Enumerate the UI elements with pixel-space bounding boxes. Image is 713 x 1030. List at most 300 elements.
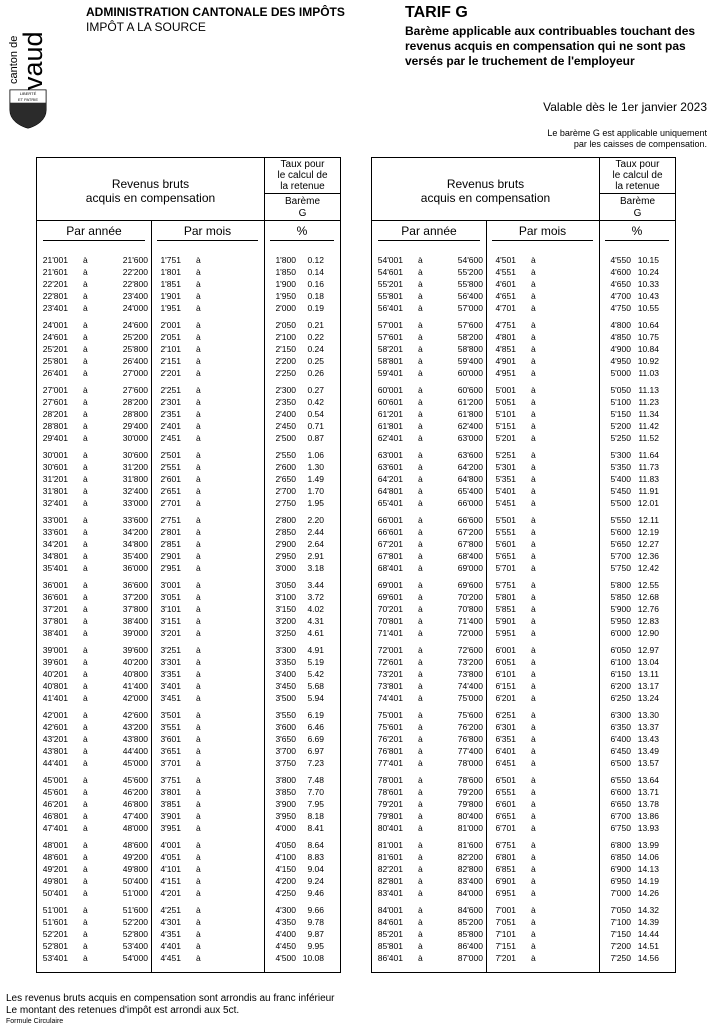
range-separator: à <box>418 746 423 756</box>
rate-value: 0.16 <box>307 278 324 289</box>
range-separator: à <box>196 876 201 887</box>
range-separator: à <box>196 343 201 354</box>
monthly-from: 4'501 <box>495 255 516 265</box>
table-row <box>37 852 340 864</box>
range-separator: à <box>196 432 201 443</box>
annual-from: 25'201 <box>42 343 68 354</box>
footer-form-label: Formule Circulaire <box>6 1018 64 1025</box>
range-separator: à <box>531 917 536 928</box>
annual-from: 85'201 <box>377 929 403 940</box>
annual-from: 43'201 <box>42 734 68 745</box>
rate-value: 13.71 <box>637 787 659 798</box>
annual-to: 30'600 <box>122 450 148 461</box>
rate-value: 10.75 <box>637 331 659 342</box>
range-separator: à <box>531 757 536 768</box>
rate-value: 0.21 <box>307 320 324 331</box>
annual-to: 81'000 <box>457 822 483 833</box>
annual-from: 66'001 <box>377 515 403 526</box>
header-underline <box>157 240 258 241</box>
monthly-to: 2'150 <box>275 343 296 354</box>
range-separator: à <box>418 799 423 810</box>
annual-to: 37'800 <box>122 604 148 615</box>
monthly-from: 5'951 <box>495 627 516 638</box>
table-row <box>372 385 675 397</box>
annual-to: 72'000 <box>457 627 483 638</box>
monthly-to: 2'750 <box>275 497 296 508</box>
monthly-from: 6'751 <box>495 840 516 851</box>
monthly-to: 3'750 <box>275 757 296 768</box>
monthly-to: 3'650 <box>275 734 296 745</box>
range-separator: à <box>418 722 423 733</box>
rate-value: 3.18 <box>307 562 324 573</box>
monthly-from: 3'051 <box>160 592 181 603</box>
monthly-from: 5'551 <box>495 527 516 538</box>
administration-subtitle: IMPÔT A LA SOURCE <box>86 20 206 34</box>
monthly-from: 3'301 <box>160 657 181 668</box>
annual-from: 36'001 <box>42 580 68 591</box>
monthly-from: 6'051 <box>495 657 516 668</box>
annual-to: 27'600 <box>122 385 148 396</box>
annual-from: 24'601 <box>42 331 68 342</box>
range-separator: à <box>418 692 423 703</box>
table-row <box>37 929 340 941</box>
range-separator: à <box>531 746 536 756</box>
range-separator: à <box>83 887 88 898</box>
monthly-to: 4'450 <box>275 941 296 952</box>
annual-from: 34'801 <box>42 550 68 561</box>
monthly-from: 6'101 <box>495 669 516 680</box>
taux-header <box>264 158 340 194</box>
range-separator: à <box>531 550 536 561</box>
rate-value: 2.64 <box>307 538 324 549</box>
range-separator: à <box>531 473 536 484</box>
annual-from: 30'601 <box>42 462 68 473</box>
annual-to: 69'000 <box>457 562 483 573</box>
range-separator: à <box>418 941 423 952</box>
annual-from: 78'001 <box>377 775 403 786</box>
annual-to: 21'600 <box>122 255 148 265</box>
range-separator: à <box>83 497 88 508</box>
rate-value: 11.52 <box>638 432 659 443</box>
monthly-from: 5'601 <box>495 538 516 549</box>
monthly-to: 4'400 <box>275 929 296 940</box>
monthly-to: 2'850 <box>275 527 296 538</box>
taux-header <box>599 158 675 194</box>
monthly-from: 6'501 <box>495 775 516 786</box>
table-row <box>37 787 340 799</box>
annual-to: 81'600 <box>457 840 483 851</box>
range-separator: à <box>83 355 88 366</box>
annual-to: 69'600 <box>457 580 483 591</box>
annual-from: 58'801 <box>377 355 403 366</box>
range-separator: à <box>418 343 423 354</box>
annual-from: 81'601 <box>377 852 403 863</box>
rate-value: 12.36 <box>637 550 659 561</box>
table-row <box>37 657 340 669</box>
monthly-to: 4'300 <box>275 905 296 916</box>
rate-value: 9.24 <box>307 876 324 887</box>
annual-from: 38'401 <box>42 627 68 638</box>
annual-to: 74'400 <box>457 680 483 691</box>
monthly-from: 3'601 <box>160 734 181 745</box>
annual-to: 36'000 <box>122 562 148 573</box>
table-row <box>37 527 340 539</box>
revenus-header <box>372 158 599 221</box>
row-group <box>372 710 675 769</box>
annual-to: 46'800 <box>122 799 148 810</box>
annual-to: 43'800 <box>122 734 148 745</box>
range-separator: à <box>531 278 536 289</box>
monthly-to: 6'650 <box>610 799 631 810</box>
monthly-to: 6'900 <box>610 864 631 875</box>
range-separator: à <box>196 722 201 733</box>
monthly-from: 2'701 <box>160 497 181 508</box>
monthly-from: 4'851 <box>495 343 516 354</box>
annual-from: 37'201 <box>42 604 68 615</box>
range-separator: à <box>418 852 423 863</box>
range-separator: à <box>531 462 536 473</box>
rate-value: 1.95 <box>307 497 324 508</box>
annual-from: 42'601 <box>42 722 68 733</box>
range-separator: à <box>418 515 423 526</box>
rate-value: 12.55 <box>637 580 659 591</box>
range-separator: à <box>418 757 423 768</box>
monthly-to: 4'500 <box>275 953 296 964</box>
range-separator: à <box>83 822 88 833</box>
monthly-to: 5'600 <box>610 527 631 538</box>
rate-value: 13.99 <box>637 840 659 851</box>
range-separator: à <box>83 905 88 916</box>
rate-value: 10.08 <box>302 953 324 964</box>
range-separator: à <box>418 396 423 407</box>
table-row <box>37 758 340 770</box>
range-separator: à <box>418 822 423 833</box>
rate-value: 6.97 <box>307 746 324 756</box>
annual-from: 44'401 <box>42 757 68 768</box>
range-separator: à <box>418 432 423 443</box>
range-separator: à <box>196 473 201 484</box>
monthly-to: 5'100 <box>610 396 631 407</box>
annual-to: 46'200 <box>122 787 148 798</box>
row-group <box>37 840 340 899</box>
range-separator: à <box>196 462 201 473</box>
monthly-from: 5'451 <box>495 497 516 508</box>
table-row <box>372 888 675 900</box>
monthly-from: 4'651 <box>495 290 516 301</box>
range-separator: à <box>83 396 88 407</box>
annual-to: 45'600 <box>122 775 148 786</box>
annual-to: 42'600 <box>122 710 148 721</box>
rate-value: 11.13 <box>638 385 659 396</box>
range-separator: à <box>83 710 88 721</box>
range-separator: à <box>418 266 423 277</box>
monthly-to: 4'600 <box>610 266 631 277</box>
monthly-from: 4'551 <box>495 266 516 277</box>
range-separator: à <box>531 562 536 573</box>
range-separator: à <box>83 840 88 851</box>
annual-to: 35'400 <box>122 550 148 561</box>
monthly-from: 2'351 <box>160 408 181 419</box>
annual-to: 24'000 <box>122 302 148 313</box>
monthly-to: 6'700 <box>610 811 631 822</box>
range-separator: à <box>531 669 536 680</box>
range-separator: à <box>418 302 423 313</box>
monthly-to: 7'000 <box>610 887 631 898</box>
range-separator: à <box>418 290 423 301</box>
table-row <box>372 332 675 344</box>
monthly-from: 4'151 <box>160 876 181 887</box>
annual-to: 34'200 <box>122 527 148 538</box>
revenus-header-line-1: Revenus bruts <box>446 177 525 191</box>
annual-from: 61'201 <box>377 408 403 419</box>
revenus-header-line-2: acquis en compensation <box>420 191 551 205</box>
annual-to: 41'400 <box>122 680 148 691</box>
rate-value: 13.78 <box>637 799 659 810</box>
row-group <box>37 905 340 964</box>
bareme-header <box>264 194 340 221</box>
table-row <box>372 722 675 734</box>
annual-from: 30'001 <box>42 450 68 461</box>
annual-to: 79'200 <box>457 787 483 798</box>
rate-value: 8.83 <box>307 852 324 863</box>
range-separator: à <box>83 562 88 573</box>
monthly-from: 4'701 <box>495 302 516 313</box>
range-separator: à <box>531 627 536 638</box>
monthly-to: 5'000 <box>610 367 631 378</box>
monthly-to: 3'100 <box>275 592 296 603</box>
monthly-to: 5'650 <box>610 538 631 549</box>
monthly-to: 6'150 <box>610 669 631 680</box>
rate-value: 12.83 <box>637 615 659 626</box>
table-row <box>372 474 675 486</box>
rate-value: 4.91 <box>307 645 324 656</box>
annual-from: 72'601 <box>377 657 403 668</box>
range-separator: à <box>196 864 201 875</box>
rate-value: 11.34 <box>638 408 659 419</box>
range-separator: à <box>196 953 201 964</box>
annual-from: 76'201 <box>377 734 403 745</box>
rate-value: 5.19 <box>307 657 324 668</box>
monthly-to: 1'850 <box>275 266 296 277</box>
range-separator: à <box>196 917 201 928</box>
annual-from: 52'201 <box>42 929 68 940</box>
table-row <box>372 580 675 592</box>
monthly-to: 3'350 <box>275 657 296 668</box>
monthly-to: 5'050 <box>610 385 631 396</box>
row-group <box>37 450 340 509</box>
monthly-to: 4'000 <box>275 822 296 833</box>
annual-from: 24'001 <box>42 320 68 331</box>
annual-from: 69'601 <box>377 592 403 603</box>
monthly-from: 5'651 <box>495 550 516 561</box>
monthly-from: 4'351 <box>160 929 181 940</box>
table-row <box>37 580 340 592</box>
rate-value: 8.41 <box>307 822 324 833</box>
monthly-to: 6'350 <box>610 722 631 733</box>
monthly-from: 5'851 <box>495 604 516 615</box>
range-separator: à <box>418 550 423 561</box>
range-separator: à <box>83 302 88 313</box>
rate-value: 6.46 <box>307 722 324 733</box>
annual-to: 80'400 <box>457 811 483 822</box>
row-group <box>372 905 675 964</box>
annual-to: 84'000 <box>457 887 483 898</box>
monthly-from: 2'551 <box>160 462 181 473</box>
monthly-from: 6'551 <box>495 787 516 798</box>
annual-to: 75'000 <box>457 692 483 703</box>
table-row <box>372 563 675 575</box>
monthly-to: 3'300 <box>275 645 296 656</box>
range-separator: à <box>531 266 536 277</box>
table-row <box>37 722 340 734</box>
table-row <box>37 368 340 380</box>
table-row <box>372 604 675 616</box>
table-row <box>372 539 675 551</box>
range-separator: à <box>418 408 423 419</box>
annual-from: 51'601 <box>42 917 68 928</box>
table-row <box>372 657 675 669</box>
range-separator: à <box>196 485 201 496</box>
monthly-from: 4'401 <box>160 941 181 952</box>
annual-to: 82'200 <box>457 852 483 863</box>
range-separator: à <box>418 255 423 265</box>
monthly-from: 3'701 <box>160 757 181 768</box>
range-separator: à <box>196 669 201 680</box>
annual-to: 87'000 <box>457 953 483 964</box>
annual-from: 35'401 <box>42 562 68 573</box>
monthly-to: 2'500 <box>275 432 296 443</box>
rate-value: 13.30 <box>637 710 659 721</box>
rate-value: 10.84 <box>637 343 659 354</box>
annual-from: 51'001 <box>42 905 68 916</box>
rate-value: 0.14 <box>307 266 324 277</box>
taux-header-line-2: le calcul de <box>612 170 663 181</box>
rate-value: 0.27 <box>307 385 324 396</box>
range-separator: à <box>196 680 201 691</box>
range-separator: à <box>83 604 88 615</box>
table-row <box>37 267 340 279</box>
annual-from: 33'001 <box>42 515 68 526</box>
monthly-from: 3'401 <box>160 680 181 691</box>
table-row <box>37 604 340 616</box>
rate-value: 11.83 <box>638 473 659 484</box>
range-separator: à <box>196 538 201 549</box>
range-separator: à <box>531 420 536 431</box>
annual-to: 49'200 <box>122 852 148 863</box>
monthly-from: 1'801 <box>160 266 181 277</box>
row-group <box>372 255 675 314</box>
annual-to: 65'400 <box>457 485 483 496</box>
monthly-from: 3'751 <box>160 775 181 786</box>
rate-value: 11.23 <box>638 396 659 407</box>
table-row <box>372 775 675 787</box>
table-row <box>37 799 340 811</box>
rate-value: 13.57 <box>637 757 659 768</box>
rate-value: 1.49 <box>307 473 324 484</box>
annual-to: 28'800 <box>122 408 148 419</box>
range-separator: à <box>196 840 201 851</box>
annual-to: 22'200 <box>122 266 148 277</box>
rate-value: 4.61 <box>307 627 324 638</box>
range-separator: à <box>83 852 88 863</box>
annual-from: 42'001 <box>42 710 68 721</box>
range-separator: à <box>418 580 423 591</box>
monthly-to: 5'500 <box>610 497 631 508</box>
annual-to: 82'800 <box>457 864 483 875</box>
range-separator: à <box>531 822 536 833</box>
annual-to: 42'000 <box>122 692 148 703</box>
range-separator: à <box>83 799 88 810</box>
table-row <box>372 905 675 917</box>
table-row <box>372 681 675 693</box>
monthly-to: 5'550 <box>610 515 631 526</box>
range-separator: à <box>83 811 88 822</box>
annual-to: 26'400 <box>122 355 148 366</box>
table-row <box>372 811 675 823</box>
row-group <box>372 515 675 574</box>
annual-from: 40'801 <box>42 680 68 691</box>
range-separator: à <box>418 710 423 721</box>
table-row <box>372 693 675 705</box>
range-separator: à <box>83 929 88 940</box>
monthly-to: 3'450 <box>275 680 296 691</box>
monthly-from: 4'201 <box>160 887 181 898</box>
monthly-from: 1'901 <box>160 290 181 301</box>
table-row <box>37 681 340 693</box>
monthly-from: 5'901 <box>495 615 516 626</box>
range-separator: à <box>196 385 201 396</box>
annual-from: 48'601 <box>42 852 68 863</box>
rate-value: 0.19 <box>307 302 324 313</box>
annual-from: 36'601 <box>42 592 68 603</box>
table-row <box>372 669 675 681</box>
rate-value: 7.23 <box>307 757 324 768</box>
table-row <box>37 462 340 474</box>
row-group <box>37 255 340 314</box>
monthly-from: 7'101 <box>495 929 516 940</box>
table-row <box>37 433 340 445</box>
monthly-from: 6'201 <box>495 692 516 703</box>
monthly-from: 6'451 <box>495 757 516 768</box>
annual-to: 60'000 <box>457 367 483 378</box>
range-separator: à <box>196 710 201 721</box>
annual-to: 85'200 <box>457 917 483 928</box>
annual-from: 53'401 <box>42 953 68 964</box>
rate-value: 14.39 <box>637 917 659 928</box>
monthly-to: 6'400 <box>610 734 631 745</box>
monthly-from: 4'951 <box>495 367 516 378</box>
rate-value: 13.24 <box>637 692 659 703</box>
range-separator: à <box>418 450 423 461</box>
monthly-from: 2'251 <box>160 385 181 396</box>
table-row <box>372 527 675 539</box>
monthly-from: 2'051 <box>160 331 181 342</box>
annual-from: 74'401 <box>377 692 403 703</box>
range-separator: à <box>418 562 423 573</box>
monthly-to: 7'050 <box>610 905 631 916</box>
annual-from: 27'601 <box>42 396 68 407</box>
annual-to: 51'600 <box>122 905 148 916</box>
range-separator: à <box>531 657 536 668</box>
monthly-to: 5'300 <box>610 450 631 461</box>
monthly-to: 2'900 <box>275 538 296 549</box>
monthly-from: 3'451 <box>160 692 181 703</box>
table-row <box>372 486 675 498</box>
table-row <box>37 775 340 787</box>
table-row <box>37 616 340 628</box>
table-row <box>37 515 340 527</box>
monthly-to: 5'250 <box>610 432 631 443</box>
